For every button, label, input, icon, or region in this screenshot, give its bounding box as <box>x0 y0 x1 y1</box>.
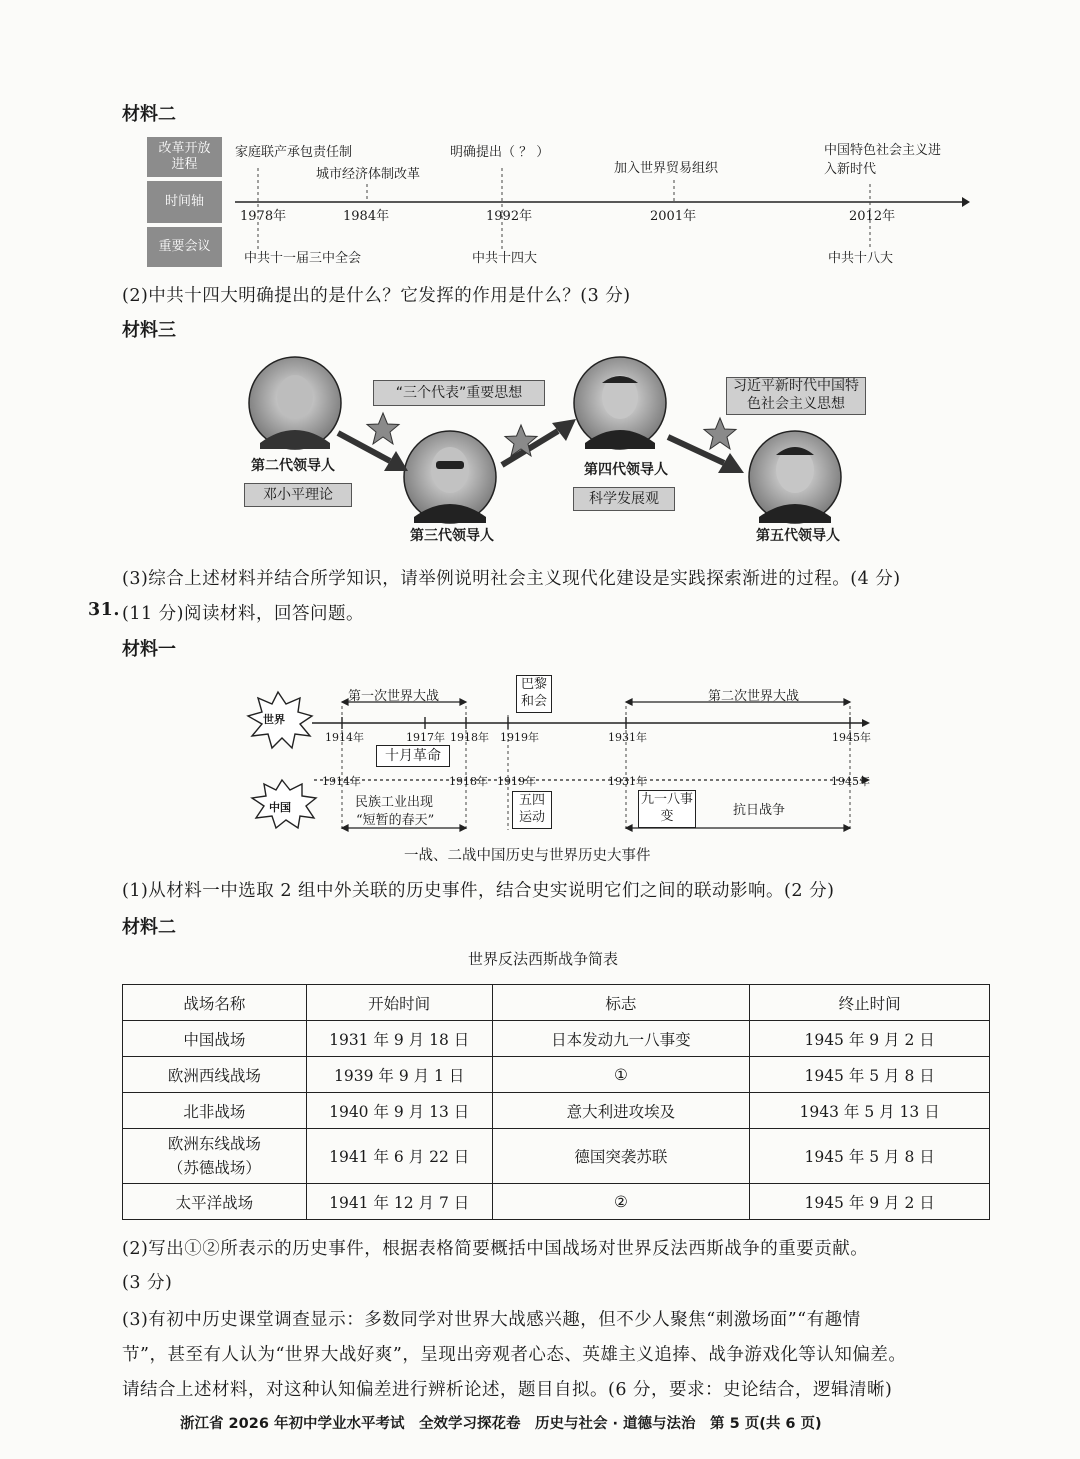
table-cell: 1941 年 12 月 7 日 <box>306 1184 492 1220</box>
table-row <box>123 1129 990 1184</box>
world-year-1931: 1931年 <box>608 731 647 744</box>
label-gen3: 第三代领导人 <box>410 528 494 544</box>
sep18-incident-box: 九一八事变 <box>638 790 696 828</box>
header-marker: 标志 <box>492 985 750 1021</box>
table-cell: 1945 年 9 月 2 日 <box>750 1184 990 1220</box>
table-header-row <box>123 985 990 1021</box>
question-30-2: (2)中共十四大明确提出的是什么？它发挥的作用是什么？(3 分) <box>122 286 631 306</box>
table-cell: 1945 年 9 月 2 日 <box>750 1021 990 1057</box>
star-icon <box>367 413 399 444</box>
table-cell: 1945 年 5 月 8 日 <box>750 1129 990 1184</box>
year-1978: 1978年 <box>240 209 287 224</box>
table-row <box>123 1093 990 1129</box>
china-year-1931: 1931年 <box>608 775 647 788</box>
industry-span-left <box>342 825 348 831</box>
year-2001: 2001年 <box>650 209 697 224</box>
ww1-span-right <box>460 699 466 705</box>
theory-three-represents: “三个代表”重要思想 <box>373 380 545 406</box>
table-cell: 太平洋战场 <box>123 1184 307 1220</box>
question-31-1: (1)从材料一中选取 2 组中外关联的历史事件，结合史实说明它们之间的联动影响。(2 分) <box>122 881 835 901</box>
world-year-1917: 1917年 <box>406 731 445 744</box>
table-cell: 欧洲西线战场 <box>123 1057 307 1093</box>
portrait-gen2 <box>249 357 341 449</box>
industry-span-right <box>460 825 466 831</box>
resistance-war-label: 抗日战争 <box>733 803 786 818</box>
october-revolution-box: 十月革命 <box>376 745 450 767</box>
china-label: 中国 <box>269 801 291 814</box>
china-year-1919: 1919年 <box>497 775 536 788</box>
world-year-1945: 1945年 <box>832 731 871 744</box>
table-cell: 中国战场 <box>123 1021 307 1057</box>
header-battlefield: 战场名称 <box>123 985 307 1021</box>
world-axis-arrow <box>862 719 870 727</box>
east-front-line2: （苏德战场） <box>167 1159 261 1177</box>
question-31-2-line1: (2)写出①②所表示的历史事件，根据表格简要概括中国战场对世界反法西斯战争的重要贡献。 <box>122 1239 869 1259</box>
table-cell: 意大利进攻埃及 <box>492 1093 750 1129</box>
china-year-1918: 1918年 <box>449 775 488 788</box>
anti-fascist-war-table <box>122 984 990 1220</box>
table-cell <box>123 1129 307 1184</box>
material1-heading: 材料一 <box>122 639 176 660</box>
question-31-3-line3: 请结合上述材料，对这种认知偏差进行辨析论述，题目自拟。(6 分，要求：史论结合，逻辑清晰) <box>122 1380 893 1400</box>
year-2012: 2012年 <box>849 209 896 224</box>
table-cell: 德国突袭苏联 <box>492 1129 750 1184</box>
table-cell: 日本发动九一八事变 <box>492 1021 750 1057</box>
theory-scientific-development: 科学发展观 <box>573 487 675 511</box>
row-label-text: 时间轴 <box>164 194 204 210</box>
ww2-span-right <box>844 699 850 705</box>
question-31-intro: (11 分)阅读材料，回答问题。 <box>122 604 364 624</box>
china-year-1914: 1914年 <box>322 775 361 788</box>
table-cell: 1940 年 9 月 13 日 <box>306 1093 492 1129</box>
table-title: 世界反法西斯战争简表 <box>468 950 619 968</box>
may-fourth-box: 五四运动 <box>512 791 552 829</box>
china-year-1945: 1945年 <box>831 775 870 788</box>
ww2-span-left <box>626 699 632 705</box>
portrait-gen5 <box>749 431 841 523</box>
material3-heading: 材料三 <box>122 320 176 341</box>
east-front-line1: 欧洲东线战场 <box>167 1134 261 1153</box>
label-gen2: 第二代领导人 <box>251 458 335 474</box>
event-urban-reform: 城市经济体制改革 <box>316 167 421 182</box>
meeting-18th: 中共十八大 <box>828 251 894 266</box>
timeline-row-label-meetings <box>147 227 222 267</box>
event-new-era: 中国特色社会主义进入新时代 <box>824 143 942 177</box>
label-gen5: 第五代领导人 <box>756 528 840 544</box>
star-icon <box>704 418 736 449</box>
table-cell: 北非战场 <box>123 1093 307 1129</box>
material2b-heading: 材料二 <box>122 917 176 938</box>
resistance-span-right <box>844 825 850 831</box>
question-31-3-line2: 节”，甚至有人认为“世界大战好爽”，呈现出旁观者心态、英雄主义追捧、战争游戏化等认知偏差。 <box>122 1345 907 1365</box>
ww1-label: 第一次世界大战 <box>348 689 440 704</box>
material2-heading: 材料二 <box>122 104 176 125</box>
theory-xi: 习近平新时代中国特色社会主义思想 <box>726 377 866 415</box>
paris-conference-box: 巴黎和会 <box>516 675 552 713</box>
event-clearly-proposed: 明确提出（ ？ ） <box>450 145 550 160</box>
world-label: 世界 <box>263 713 285 726</box>
year-1984: 1984年 <box>343 209 390 224</box>
event-household-contract: 家庭联产承包责任制 <box>235 145 353 160</box>
header-end: 终止时间 <box>750 985 990 1021</box>
national-industry-line2: “短暂的春天” <box>356 813 435 828</box>
portrait-gen4 <box>574 357 666 449</box>
table-row <box>123 1057 990 1093</box>
timeline-caption: 一战、二战中国历史与世界历史大事件 <box>404 848 651 864</box>
world-year-1918: 1918年 <box>450 731 489 744</box>
question-31-2-line2: (3 分) <box>122 1273 173 1293</box>
ww2-label: 第二次世界大战 <box>708 689 800 704</box>
table-row <box>123 1021 990 1057</box>
row-label-text: 改革开放进程 <box>158 141 211 172</box>
timeline-row-label-axis <box>147 181 222 223</box>
label-gen4: 第四代领导人 <box>584 462 668 478</box>
table-row <box>123 1184 990 1220</box>
table-cell: ① <box>492 1057 750 1093</box>
table-cell: 1941 年 6 月 22 日 <box>306 1129 492 1184</box>
table-cell: 1931 年 9 月 18 日 <box>306 1021 492 1057</box>
meeting-11th-3rd: 中共十一届三中全会 <box>244 251 362 266</box>
national-industry-line1: 民族工业出现 <box>355 795 434 810</box>
table-cell: 1943 年 5 月 13 日 <box>750 1093 990 1129</box>
theory-deng: 邓小平理论 <box>244 483 352 507</box>
table-cell: 1939 年 9 月 1 日 <box>306 1057 492 1093</box>
question-30-3: (3)综合上述材料并结合所学知识，请举例说明社会主义现代化建设是实践探索渐进的过程。(4 分) <box>122 569 901 589</box>
year-1992: 1992年 <box>486 209 533 224</box>
event-wto: 加入世界贸易组织 <box>614 161 719 176</box>
table-cell: ② <box>492 1184 750 1220</box>
question-31-number: 31. <box>88 600 120 620</box>
axis-arrow <box>962 197 970 207</box>
world-year-1914: 1914年 <box>325 731 364 744</box>
resistance-span-left <box>626 825 632 831</box>
question-31-3-line1: (3)有初中历史课堂调查显示：多数同学对世界大战感兴趣，但不少人聚焦“刺激场面”“有趣情 <box>122 1310 861 1330</box>
table-cell: 1945 年 5 月 8 日 <box>750 1057 990 1093</box>
header-start: 开始时间 <box>306 985 492 1021</box>
timeline-row-label-reform <box>147 137 222 177</box>
world-year-1919: 1919年 <box>500 731 539 744</box>
meeting-14th: 中共十四大 <box>472 251 538 266</box>
page-footer: 浙江省 2026 年初中学业水平考试 全效学习探花卷 历史与社会 · 道德与法治 第 5 页(共 6 页) <box>180 1416 822 1432</box>
portrait-gen3 <box>404 431 496 523</box>
row-label-text: 重要会议 <box>158 239 211 255</box>
